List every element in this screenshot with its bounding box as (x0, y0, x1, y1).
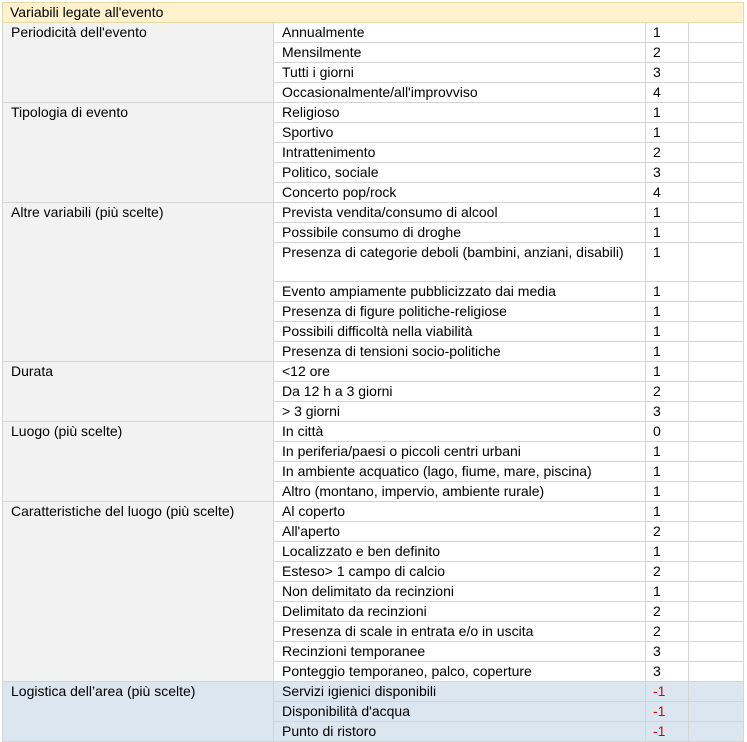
option-label-cell[interactable]: Evento ampiamente pubblicizzato dai media (274, 282, 646, 302)
option-label-cell[interactable]: Recinzioni temporanee (274, 642, 646, 662)
empty-cell[interactable] (689, 442, 744, 462)
option-label-cell[interactable]: Religioso (274, 103, 646, 123)
risk-variables-sheet (2, 2, 744, 742)
option-label-cell[interactable]: Servizi igienici disponibili (274, 682, 646, 702)
empty-cell[interactable] (689, 243, 744, 282)
empty-cell[interactable] (689, 223, 744, 243)
score-cell[interactable]: 1 (646, 502, 689, 522)
score-cell[interactable]: 1 (646, 103, 689, 123)
score-cell[interactable]: 1 (646, 203, 689, 223)
option-label-cell[interactable]: Presenza di scale in entrata e/o in uscita (274, 622, 646, 642)
empty-cell[interactable] (689, 183, 744, 203)
score-cell[interactable]: 2 (646, 622, 689, 642)
option-label-cell[interactable]: In ambiente acquatico (lago, fiume, mare, piscina) (274, 462, 646, 482)
score-cell[interactable]: 2 (646, 602, 689, 622)
score-cell[interactable]: 1 (646, 482, 689, 502)
option-label-cell[interactable]: <12 ore (274, 362, 646, 382)
empty-cell[interactable] (689, 682, 744, 702)
score-cell[interactable]: 2 (646, 143, 689, 163)
empty-cell[interactable] (689, 502, 744, 522)
score-cell[interactable]: 1 (646, 362, 689, 382)
empty-cell[interactable] (689, 462, 744, 482)
score-cell[interactable]: 1 (646, 342, 689, 362)
empty-cell[interactable] (689, 203, 744, 223)
empty-cell[interactable] (689, 282, 744, 302)
option-label-cell[interactable]: Delimitato da recinzioni (274, 602, 646, 622)
empty-cell[interactable] (689, 422, 744, 442)
score-cell[interactable]: -1 (646, 702, 689, 722)
option-label-cell[interactable]: Politico, sociale (274, 163, 646, 183)
option-label-cell[interactable]: Tutti i giorni (274, 63, 646, 83)
score-cell[interactable]: 1 (646, 442, 689, 462)
option-label-cell[interactable]: Presenza di tensioni socio-politiche (274, 342, 646, 362)
empty-cell[interactable] (689, 642, 744, 662)
option-label-cell[interactable]: Non delimitato da recinzioni (274, 582, 646, 602)
header-row (3, 3, 744, 23)
option-label-cell[interactable]: Possibili difficoltà nella viabilità (274, 322, 646, 342)
score-cell[interactable]: 3 (646, 163, 689, 183)
option-label-cell[interactable]: Mensilmente (274, 43, 646, 63)
option-label-cell[interactable]: Prevista vendita/consumo di alcool (274, 203, 646, 223)
table-row (3, 362, 744, 382)
empty-cell[interactable] (689, 63, 744, 83)
empty-cell[interactable] (689, 143, 744, 163)
option-label-cell[interactable]: Annualmente (274, 23, 646, 43)
category-cell[interactable]: Logistica dell’area (più scelte) (3, 682, 274, 742)
option-label-cell[interactable]: Possibile consumo di droghe (274, 223, 646, 243)
empty-cell[interactable] (689, 23, 744, 43)
score-cell[interactable]: 3 (646, 63, 689, 83)
category-cell[interactable]: Altre variabili (più scelte) (3, 203, 274, 362)
event-variables-table (2, 2, 744, 742)
option-label-cell[interactable]: All'aperto (274, 522, 646, 542)
empty-cell[interactable] (689, 83, 744, 103)
option-label-cell[interactable]: Disponibilità d'acqua (274, 702, 646, 722)
score-cell[interactable]: -1 (646, 682, 689, 702)
option-label-cell[interactable]: In periferia/paesi o piccoli centri urbani (274, 442, 646, 462)
category-cell[interactable]: Caratteristiche del luogo (più scelte) (3, 502, 274, 682)
score-cell[interactable]: 3 (646, 642, 689, 662)
option-label-cell[interactable]: Sportivo (274, 123, 646, 143)
empty-cell[interactable] (689, 522, 744, 542)
empty-cell[interactable] (689, 43, 744, 63)
table-row (3, 422, 744, 442)
option-label-cell[interactable]: Presenza di figure politiche-religiose (274, 302, 646, 322)
empty-cell[interactable] (689, 342, 744, 362)
score-cell[interactable]: 1 (646, 223, 689, 243)
empty-cell[interactable] (689, 123, 744, 143)
score-cell[interactable]: 1 (646, 123, 689, 143)
score-cell[interactable]: 1 (646, 302, 689, 322)
score-cell[interactable]: 1 (646, 23, 689, 43)
score-cell[interactable]: 2 (646, 43, 689, 63)
option-label-cell[interactable]: In città (274, 422, 646, 442)
empty-cell[interactable] (689, 103, 744, 123)
score-cell[interactable]: 1 (646, 282, 689, 302)
score-cell[interactable]: 2 (646, 562, 689, 582)
option-label-cell[interactable]: Concerto pop/rock (274, 183, 646, 203)
score-cell[interactable]: 2 (646, 522, 689, 542)
option-label-cell[interactable]: Punto di ristoro (274, 722, 646, 742)
option-label-cell[interactable]: Intrattenimento (274, 143, 646, 163)
empty-cell[interactable] (689, 662, 744, 682)
table-row (3, 502, 744, 522)
empty-cell[interactable] (689, 622, 744, 642)
category-cell[interactable]: Periodicità dell'evento (3, 23, 274, 103)
table-row (3, 103, 744, 123)
option-label-cell[interactable]: Ponteggio temporaneo, palco, coperture (274, 662, 646, 682)
empty-cell[interactable] (689, 562, 744, 582)
empty-cell[interactable] (689, 722, 744, 742)
option-label-cell[interactable]: Presenza di categorie deboli (bambini, anziani, disabili) (274, 243, 646, 282)
option-label-cell[interactable]: > 3 giorni (274, 402, 646, 422)
empty-cell[interactable] (689, 702, 744, 722)
score-cell[interactable]: 1 (646, 243, 689, 282)
score-cell[interactable]: 4 (646, 183, 689, 203)
option-label-cell[interactable]: Altro (montano, impervio, ambiente rurale) (274, 482, 646, 502)
score-cell[interactable]: 3 (646, 662, 689, 682)
empty-cell[interactable] (689, 163, 744, 183)
score-cell[interactable]: 1 (646, 322, 689, 342)
category-cell[interactable]: Tipologia di evento (3, 103, 274, 203)
table-header[interactable]: Variabili legate all'evento (3, 3, 744, 23)
empty-cell[interactable] (689, 302, 744, 322)
score-cell[interactable]: 3 (646, 402, 689, 422)
category-cell[interactable]: Luogo (più scelte) (3, 422, 274, 502)
empty-cell[interactable] (689, 542, 744, 562)
option-label-cell[interactable]: Al coperto (274, 502, 646, 522)
option-label-cell[interactable]: Occasionalmente/all'improvviso (274, 83, 646, 103)
category-cell[interactable]: Durata (3, 362, 274, 422)
score-cell[interactable]: 1 (646, 462, 689, 482)
empty-cell[interactable] (689, 382, 744, 402)
empty-cell[interactable] (689, 402, 744, 422)
score-cell[interactable]: 4 (646, 83, 689, 103)
table-row (3, 682, 744, 702)
table-row (3, 203, 744, 223)
option-label-cell[interactable]: Localizzato e ben definito (274, 542, 646, 562)
empty-cell[interactable] (689, 602, 744, 622)
table-row (3, 23, 744, 43)
score-cell[interactable]: 1 (646, 582, 689, 602)
score-cell[interactable]: -1 (646, 722, 689, 742)
score-cell[interactable]: 0 (646, 422, 689, 442)
empty-cell[interactable] (689, 482, 744, 502)
score-cell[interactable]: 2 (646, 382, 689, 402)
empty-cell[interactable] (689, 582, 744, 602)
option-label-cell[interactable]: Da 12 h a 3 giorni (274, 382, 646, 402)
option-label-cell[interactable]: Esteso> 1 campo di calcio (274, 562, 646, 582)
score-cell[interactable]: 1 (646, 542, 689, 562)
empty-cell[interactable] (689, 362, 744, 382)
empty-cell[interactable] (689, 322, 744, 342)
